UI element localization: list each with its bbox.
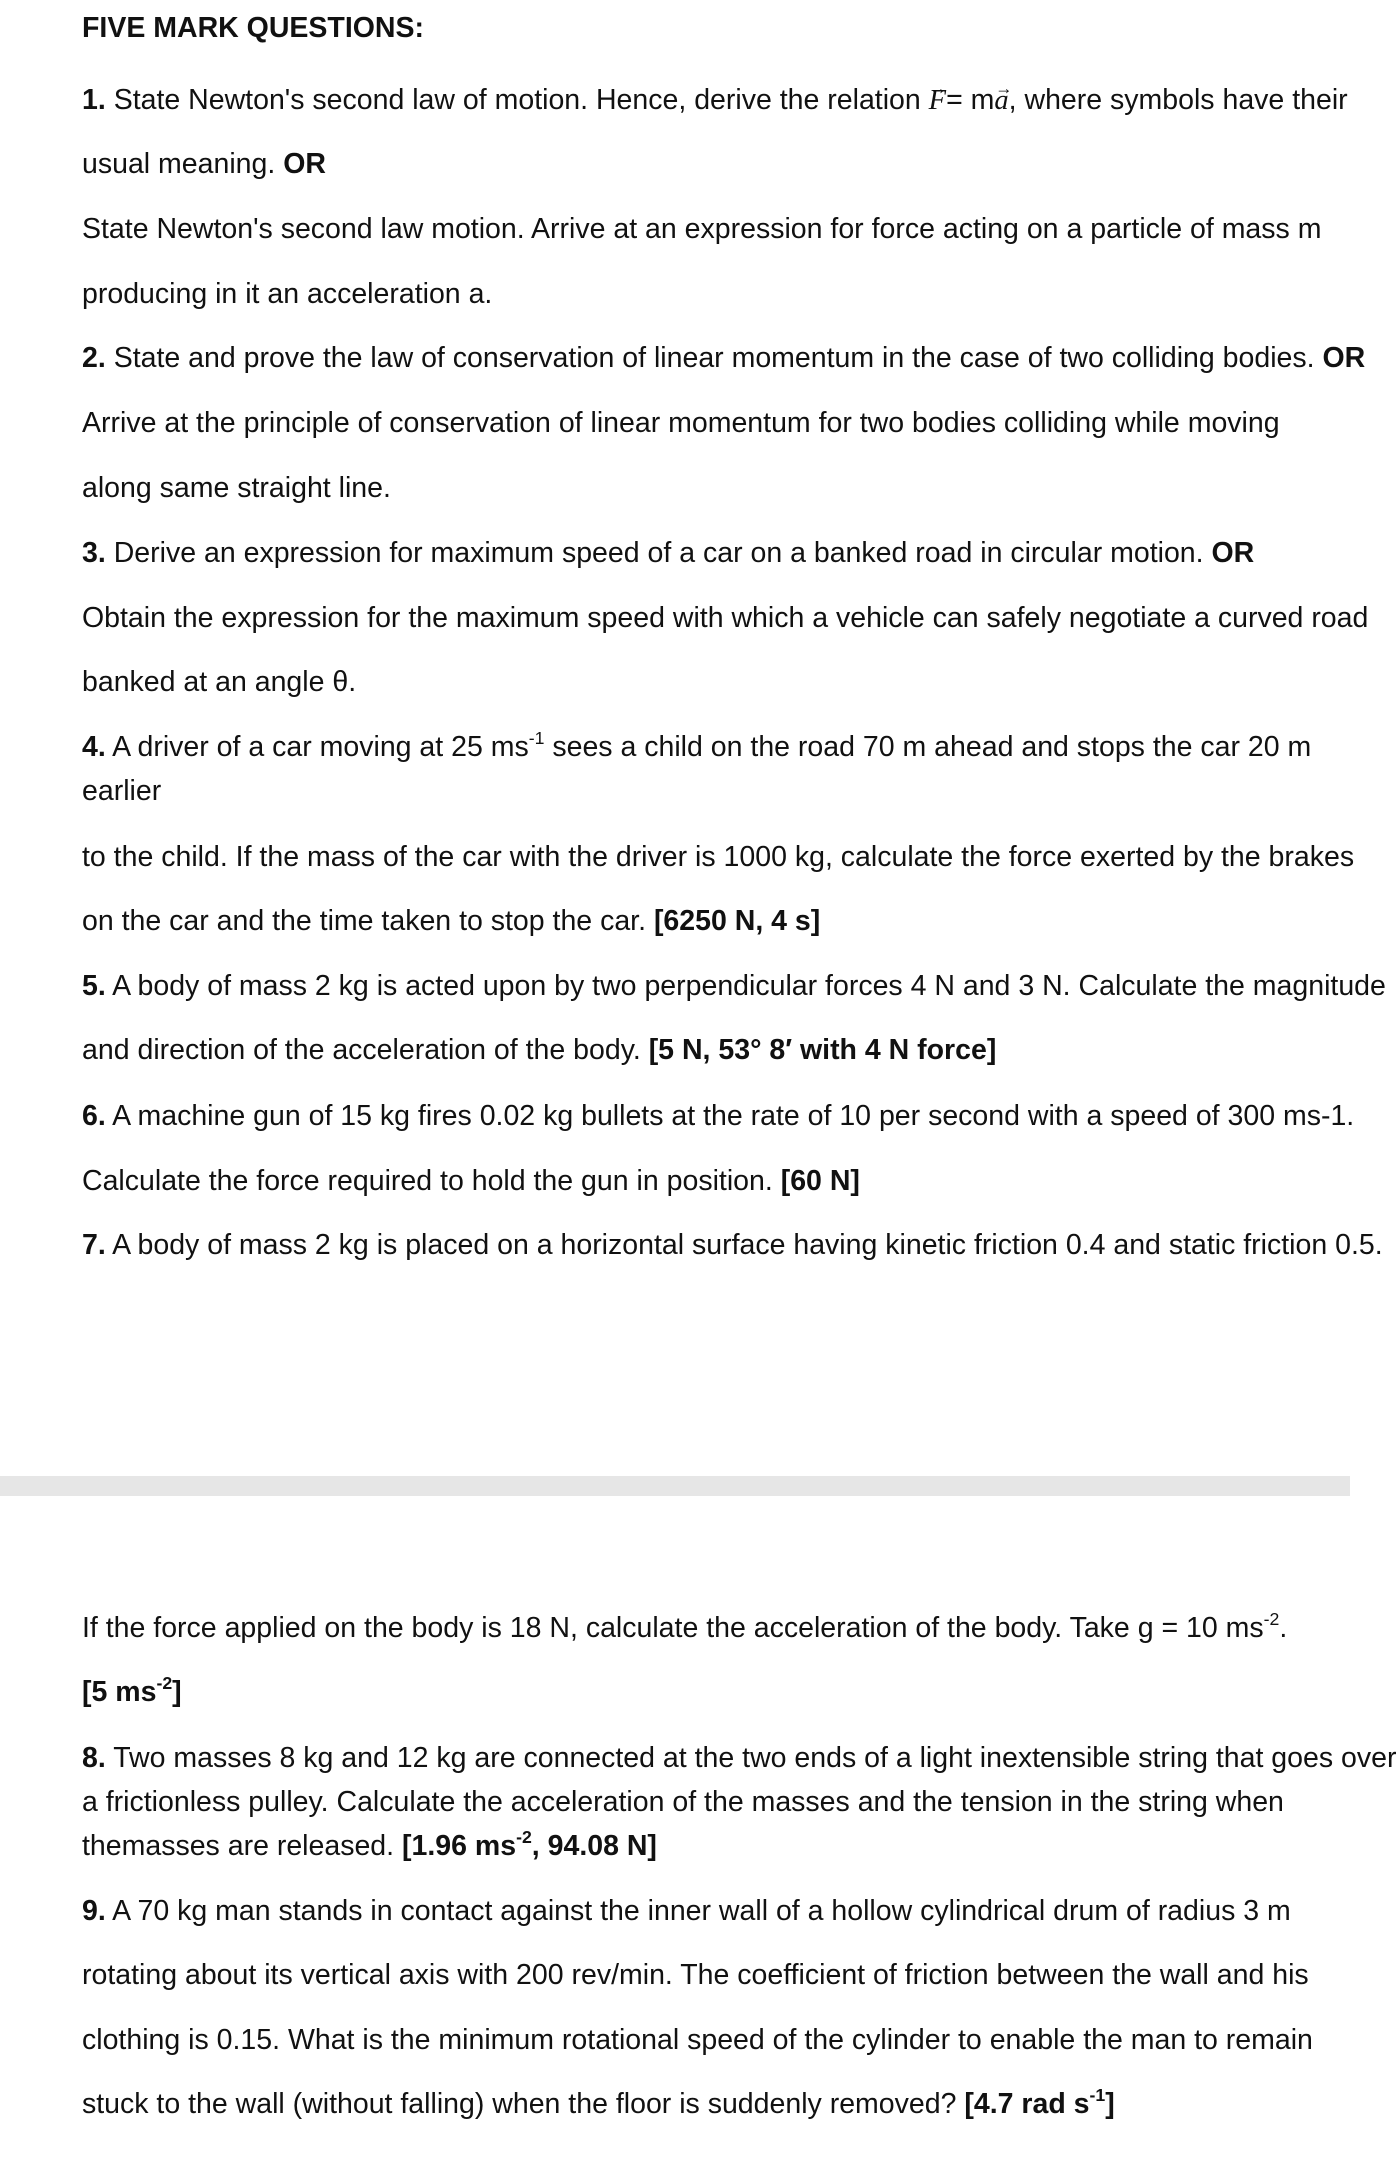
q3-line-2: Obtain the expression for the maximum speed with which a vehicle can safely negotiate a curved road [82,602,1369,634]
q1-number: 1. [82,84,106,116]
q6-answer: [60 N] [780,1165,860,1197]
page-lower [0,1496,1396,2164]
q5-line-2: and direction of the acceleration of the body. [5 N, 53° 8′ with 4 N force] [82,1034,997,1066]
q1-line-3: State Newton's second law motion. Arrive at an expression for force acting on a particle of mass m [82,213,1322,245]
q2-or: OR [1322,342,1366,374]
q8-number: 8. [82,1742,106,1774]
q4-line-2: earlier [82,775,162,807]
q2-number: 2. [82,342,106,374]
q1-line-2: usual meaning. OR [82,148,326,180]
page-break-divider [0,1476,1350,1496]
q2-line-3: along same straight line. [82,472,391,504]
q4-line-1: 4. A driver of a car moving at 25 $ms^{-1}$ sees a child on the road 70 m ahead and stops the car 20 m [82,727,1312,763]
q1-or: OR [283,148,326,180]
q1-line-1: 1. State Newton's second law of motion. Hence, derive the relation F →= ma →, where symbols have their [82,80,1348,121]
q2-line-2: Arrive at the principle of conservation of linear momentum for two bodies colliding while moving [82,407,1280,439]
q7-answer: [5 $ms^{-2}$] [82,1672,182,1708]
q2-line-1: 2. State and prove the law of conservation of linear momentum in the case of two colliding bodies. OR [82,342,1366,374]
q9-answer: [4.7 rad $s^{-1}$] [964,2084,1115,2120]
q9-line-4: stuck to the wall (without falling) when the floor is suddenly removed? [4.7 rad $s^{-1}$] [82,2084,1115,2120]
q7-line-2: If the force applied on the body is 18 N, calculate the acceleration of the body. Take g = 10 $ms^{-2}$. [82,1608,1288,1644]
q6-line-1: 6. A machine gun of 15 kg fires 0.02 kg bullets at the rate of 10 per second with a speed of 300 ms-1. [82,1100,1355,1132]
acceleration-vector-symbol: a → [994,81,1008,121]
q5-line-1: 5. A body of mass 2 kg is acted upon by two perpendicular forces 4 N and 3 N. Calculate the magnitude [82,970,1386,1002]
q5-answer: [5 N, 53° 8′ with 4 N force] [648,1034,997,1066]
q8-line-1: 8. Two masses 8 kg and 12 kg are connected at the two ends of a light inextensible string that goes over [82,1742,1396,1774]
q1-line-4: producing in it an acceleration a. [82,278,493,310]
q4-line-3: to the child. If the mass of the car with the driver is 1000 kg, calculate the force exerted by the brakes [82,841,1355,873]
q5-number: 5. [82,970,106,1002]
q9-line-2: rotating about its vertical axis with 200 rev/min. The coefficient of friction between the wall and his [82,1959,1309,1991]
q9-line-3: clothing is 0.15. What is the minimum rotational speed of the cylinder to enable the man to remain [82,2024,1313,2056]
force-vector-symbol: F → [929,81,946,121]
q4-number: 4. [82,731,106,763]
q4-answer: [6250 N, 4 s] [653,905,821,937]
q3-or: OR [1211,537,1255,569]
q3-number: 3. [82,537,106,569]
q8-answer: [1.96 $ms^{-2}$, 94.08 N] [402,1826,657,1862]
q3-line-1: 3. Derive an expression for maximum speed of a car on a banked road in circular motion. OR [82,537,1255,569]
q6-line-2: Calculate the force required to hold the gun in position. [60 N] [82,1165,860,1197]
q4-line-4: on the car and the time taken to stop the car. [6250 N, 4 s] [82,905,821,937]
q9-line-1: 9. A 70 kg man stands in contact against the inner wall of a hollow cylindrical drum of radius 3 m [82,1895,1291,1927]
q7-number: 7. [82,1229,106,1261]
q8-line-3: themasses are released. [1.96 $ms^{-2}$, 94.08 N] [82,1826,657,1862]
q9-number: 9. [82,1895,106,1927]
q7-line-1: 7. A body of mass 2 kg is placed on a horizontal surface having kinetic friction 0.4 and static friction 0.5. [82,1229,1383,1261]
q6-number: 6. [82,1100,106,1132]
q8-line-2: a frictionless pulley. Calculate the acceleration of the masses and the tension in the string when [82,1786,1284,1818]
section-heading: FIVE MARK QUESTIONS: [82,12,425,44]
q3-line-3: banked at an angle θ. [82,666,357,698]
